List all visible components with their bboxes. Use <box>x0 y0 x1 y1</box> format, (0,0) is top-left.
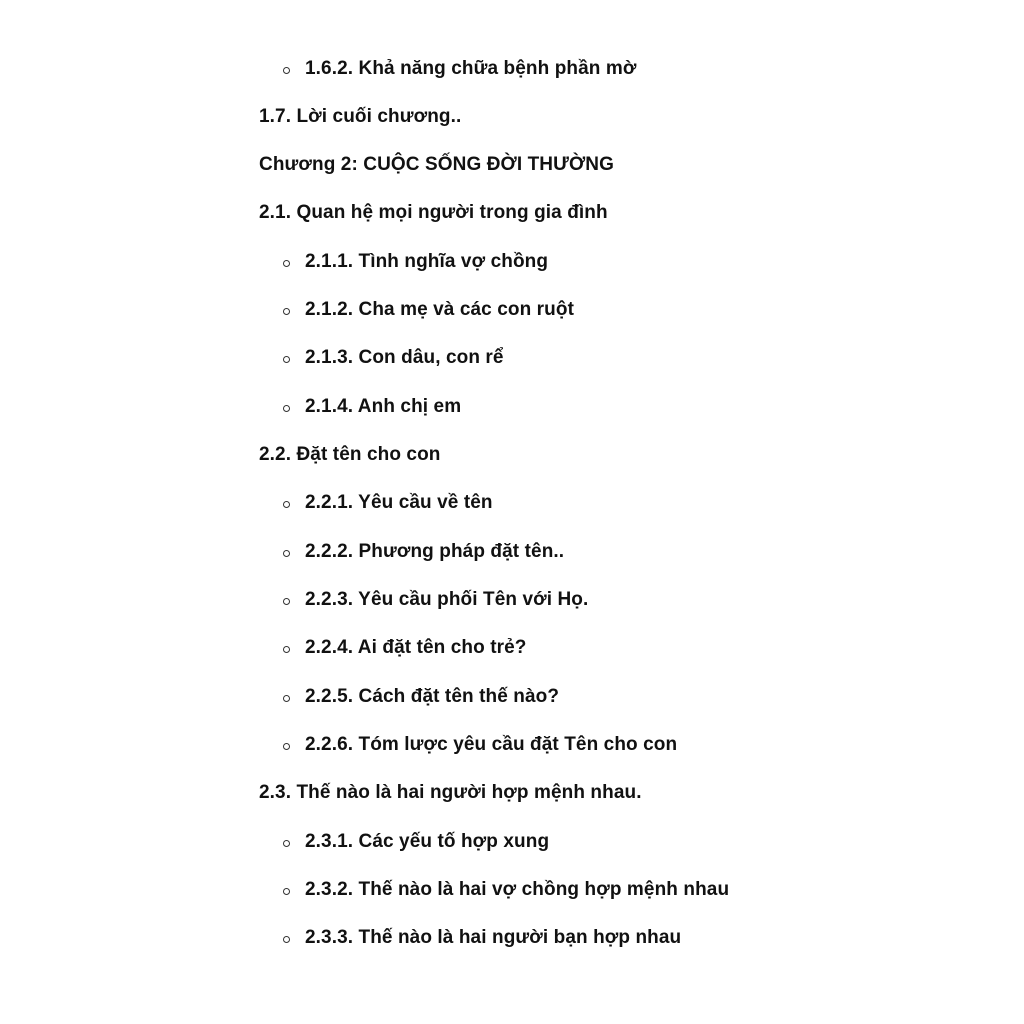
toc-entry-label: 2.1.1. Tình nghĩa vợ chồng <box>305 251 549 272</box>
toc-entry-label: 1.6.2. Khả năng chữa bệnh phần mờ <box>305 58 637 79</box>
toc-entry[interactable] <box>259 198 608 228</box>
toc-entry-label: 2.3. Thế nào là hai người hợp mệnh nhau. <box>259 782 642 803</box>
toc-entry[interactable] <box>283 54 636 84</box>
toc-entry[interactable] <box>259 102 461 132</box>
hollow-circle-bullet-icon <box>283 260 290 267</box>
hollow-circle-bullet-icon <box>283 840 290 847</box>
toc-entry[interactable] <box>283 295 574 325</box>
hollow-circle-bullet-icon <box>283 67 290 74</box>
toc-entry-label: 2.2.5. Cách đặt tên thế nào? <box>305 686 560 707</box>
hollow-circle-bullet-icon <box>283 646 290 653</box>
toc-entry[interactable] <box>283 537 564 567</box>
toc-entry[interactable] <box>259 778 642 808</box>
toc-entry-label: 2.1.2. Cha mẹ và các con ruột <box>305 299 575 320</box>
toc-entry-label: 2.3.3. Thế nào là hai người bạn hợp nhau <box>305 927 682 948</box>
toc-entry[interactable] <box>283 923 681 953</box>
toc-entry[interactable] <box>283 827 549 857</box>
hollow-circle-bullet-icon <box>283 743 290 750</box>
toc-entry[interactable] <box>259 440 440 470</box>
hollow-circle-bullet-icon <box>283 936 290 943</box>
toc-entry[interactable] <box>283 488 493 518</box>
toc-entry[interactable] <box>283 682 559 712</box>
toc-entry[interactable] <box>283 633 527 663</box>
hollow-circle-bullet-icon <box>283 888 290 895</box>
toc-entry-label: 2.3.2. Thế nào là hai vợ chồng hợp mệnh nhau <box>305 879 730 900</box>
toc-entry-label: 2.1.3. Con dâu, con rể <box>305 347 504 368</box>
toc-entry-label: 2.2.2. Phương pháp đặt tên.. <box>305 541 565 562</box>
toc-entry-label: 2.1. Quan hệ mọi người trong gia đình <box>259 202 608 223</box>
hollow-circle-bullet-icon <box>283 598 290 605</box>
hollow-circle-bullet-icon <box>283 695 290 702</box>
toc-entry-label: 2.2.4. Ai đặt tên cho trẻ? <box>305 637 527 658</box>
toc-chapter-heading[interactable] <box>259 150 614 180</box>
toc-entry-label: 2.2.6. Tóm lược yêu cầu đặt Tên cho con <box>305 734 678 755</box>
toc-entry-label: Chương 2: CUỘC SỐNG ĐỜI THƯỜNG <box>259 154 614 175</box>
hollow-circle-bullet-icon <box>283 405 290 412</box>
toc-entry[interactable] <box>283 875 729 905</box>
toc-entry[interactable] <box>283 392 461 422</box>
toc-entry-label: 2.3.1. Các yếu tố hợp xung <box>305 831 550 852</box>
toc-entry-label: 2.2.3. Yêu cầu phối Tên với Họ. <box>305 589 589 610</box>
hollow-circle-bullet-icon <box>283 550 290 557</box>
toc-entry[interactable] <box>283 585 588 615</box>
toc-entry[interactable] <box>283 730 677 760</box>
toc-entry[interactable] <box>283 247 548 277</box>
hollow-circle-bullet-icon <box>283 501 290 508</box>
hollow-circle-bullet-icon <box>283 308 290 315</box>
hollow-circle-bullet-icon <box>283 356 290 363</box>
toc-entry-label: 1.7. Lời cuối chương.. <box>259 106 462 127</box>
toc-entry-label: 2.2. Đặt tên cho con <box>259 444 441 465</box>
toc-entry[interactable] <box>283 343 504 373</box>
toc-entry-label: 2.1.4. Anh chị em <box>305 396 462 417</box>
toc-entry-label: 2.2.1. Yêu cầu về tên <box>305 492 493 513</box>
